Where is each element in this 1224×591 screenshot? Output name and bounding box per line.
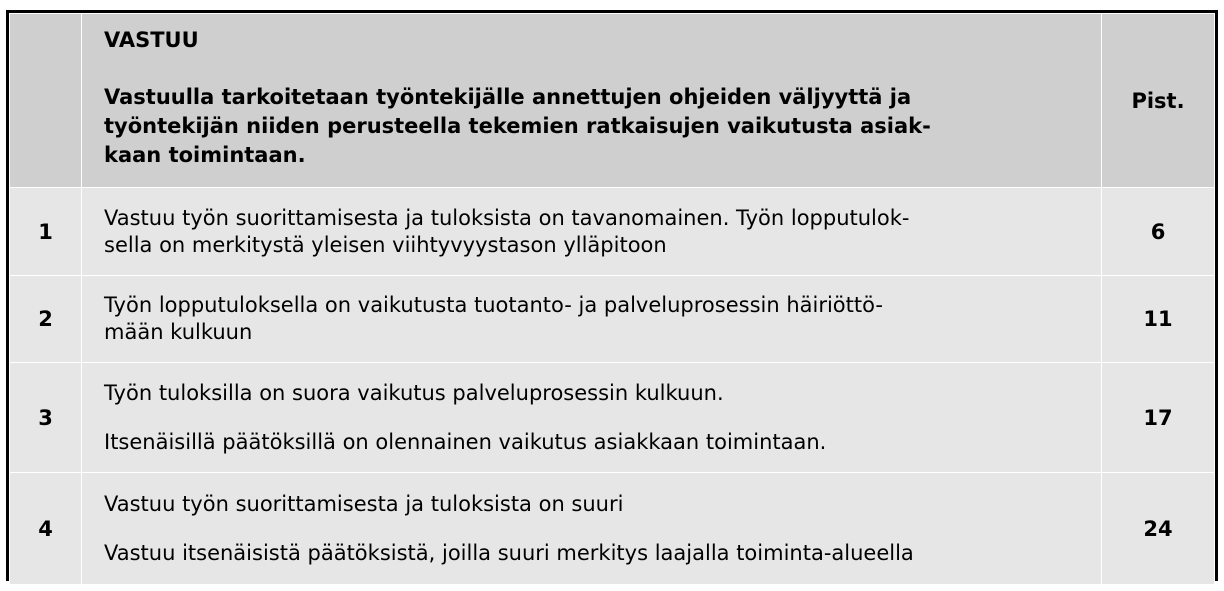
level-description — [82, 473, 1102, 585]
description-line: Työn lopputuloksella on vaikutusta tuotanto- ja palveluprosessin häiriöttö- — [104, 293, 883, 317]
table-title: VASTUU — [104, 28, 199, 52]
level-number: 3 — [10, 363, 82, 473]
definition-line: työntekijän niiden perusteella tekemien ratkaisujen vaikutusta asiak- — [104, 114, 931, 138]
description-paragraph: Vastuu itsenäisistä päätöksistä, joilla suuri merkitys laajalla toiminta-alueella — [104, 540, 914, 565]
level-number: 2 — [10, 276, 82, 363]
table-row — [10, 363, 1215, 473]
definition-line: Vastuulla tarkoitetaan työntekijälle annettujen ohjeiden väljyyttä ja — [104, 85, 912, 109]
description-paragraph: Itsenäisillä päätöksillä on olennainen vaikutus asiakkaan toimintaan. — [104, 429, 827, 454]
table-row — [10, 188, 1215, 276]
definition-line: kaan toimintaan. — [104, 143, 306, 167]
points-column-header: Pist. — [1102, 14, 1215, 188]
responsibility-table-frame — [6, 10, 1218, 581]
description-line: mään kulkuun — [104, 320, 253, 344]
description-line: sella on merkitystä yleisen viihtyvyystason ylläpitoon — [104, 232, 667, 257]
level-points: 6 — [1102, 188, 1215, 276]
table-row — [10, 473, 1215, 585]
responsibility-table — [9, 13, 1215, 585]
header-number-cell — [10, 14, 82, 188]
level-points: 11 — [1102, 276, 1215, 363]
level-number: 4 — [10, 473, 82, 585]
level-number: 1 — [10, 188, 82, 276]
level-description — [82, 276, 1102, 363]
header-description-cell — [82, 14, 1102, 188]
description-line: Vastuu työn suorittamisesta ja tuloksista on tavanomainen. Työn lopputulok- — [104, 205, 910, 230]
level-points: 17 — [1102, 363, 1215, 473]
description-paragraph: Vastuu työn suorittamisesta ja tuloksista on suuri — [104, 491, 624, 516]
level-description — [82, 363, 1102, 473]
level-points: 24 — [1102, 473, 1215, 585]
level-description — [82, 188, 1102, 276]
table-row — [10, 276, 1215, 363]
table-header-row — [10, 14, 1215, 188]
description-paragraph: Työn tuloksilla on suora vaikutus palveluprosessin kulkuun. — [104, 380, 724, 405]
